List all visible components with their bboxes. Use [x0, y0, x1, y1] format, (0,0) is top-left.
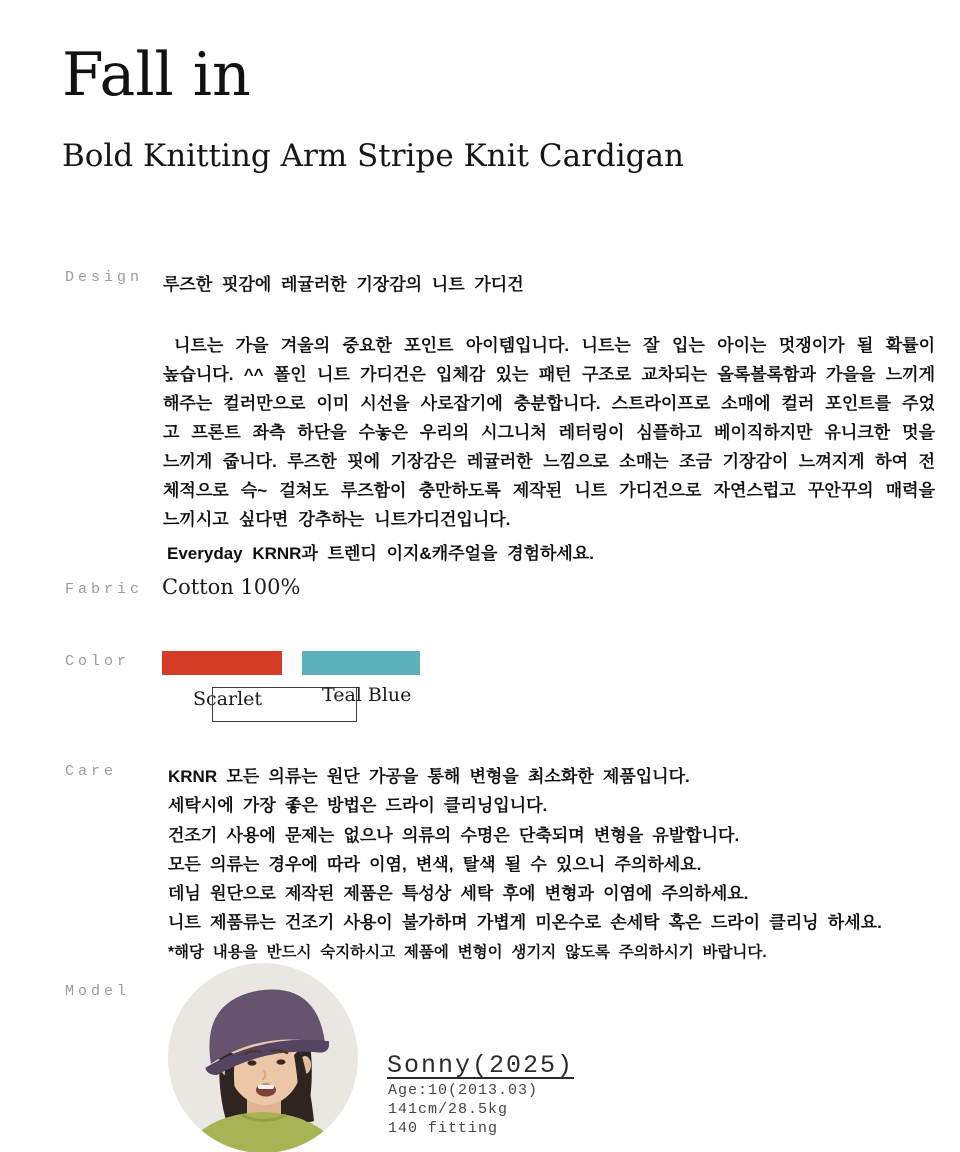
- product-title: Bold Knitting Arm Stripe Knit Cardigan: [62, 138, 684, 174]
- care-line-note: *해당 내용을 반드시 숙지하시고 제품에 변형이 생기지 않도록 주의하시기 바랍니다.: [168, 943, 767, 961]
- color-name-scarlet: Scarlet: [193, 688, 263, 710]
- color-name-teal-blue: Teal Blue: [322, 684, 412, 706]
- fabric-section-label: Fabric: [65, 581, 144, 598]
- color-section-label: Color: [65, 653, 131, 670]
- model-measurements: 141cm/28.5kg: [388, 1101, 509, 1118]
- care-line: 건조기 사용에 문제는 없으나 의류의 수명은 단축되며 변형을 유발합니다.: [168, 825, 740, 845]
- care-section-label: Care: [65, 763, 118, 780]
- design-headline: 루즈한 핏감에 레귤러한 기장감의 니트 가디건: [163, 275, 524, 294]
- model-photo: [168, 963, 358, 1152]
- care-line: 모든 의류는 경우에 따라 이염, 변색, 탈색 될 수 있으니 주의하세요.: [168, 854, 702, 874]
- care-line: 니트 제품류는 건조기 사용이 불가하며 가볍게 미온수로 손세탁 혹은 드라이 클리닝 하세요.: [168, 913, 882, 933]
- care-line: 데님 원단으로 제작된 제품은 특성상 세탁 후에 변형과 이염에 주의하세요.: [168, 884, 749, 904]
- color-swatch-scarlet[interactable]: [162, 651, 282, 675]
- care-line: 세탁시에 가장 좋은 방법은 드라이 클리닝입니다.: [168, 796, 548, 816]
- model-fitting: 140 fitting: [388, 1120, 499, 1137]
- model-age: Age:10(2013.03): [388, 1082, 539, 1099]
- care-instructions: [168, 762, 948, 967]
- fabric-value: Cotton 100%: [162, 575, 301, 599]
- model-section-label: Model: [65, 983, 131, 1000]
- care-line: KRNR 모든 의류는 원단 가공을 통해 변형을 최소화한 제품입니다.: [168, 767, 690, 786]
- design-tagline: Everyday KRNR과 트렌디 이지&캐주얼을 경험하세요.: [167, 544, 594, 563]
- brand-title: Fall in: [62, 40, 251, 110]
- model-portrait-illustration: [168, 963, 358, 1152]
- design-description: 니트는 가을 겨울의 중요한 포인트 아이템입니다. 니트는 잘 입는 아이는 멋쟁이가 될 확률이 높습니다. ^^ 폴인 니트 가디건은 입체감 있는 패턴 구조로 교차되는 올록볼록함과 가을을 느끼게 해주는 컬러만으로 이미 시선을 사로잡기에 충분합니다. 스트라이프로 소매에 컬러 포인트를 주었고 프론트 좌측 하단을 수놓은 우리의 시그니처 레터링이 심플하고 베이직하지만 유니크한 멋을 느끼게 줍니다. 루즈한 핏에 기장감은 레귤러한 느낌으로 소매는 조금 기장감이 느껴지게 하여 전체적으로 슥~ 걸쳐도 루즈함이 충만하도록 제작된 니트 가디건으로 자연스럽고 꾸안꾸의 매력을 느끼시고 싶다면 강추하는 니트가디건입니다.: [163, 336, 935, 529]
- color-swatch-teal-blue[interactable]: [302, 651, 420, 675]
- design-section-label: Design: [65, 269, 144, 286]
- model-name: Sonny(2025): [387, 1051, 575, 1080]
